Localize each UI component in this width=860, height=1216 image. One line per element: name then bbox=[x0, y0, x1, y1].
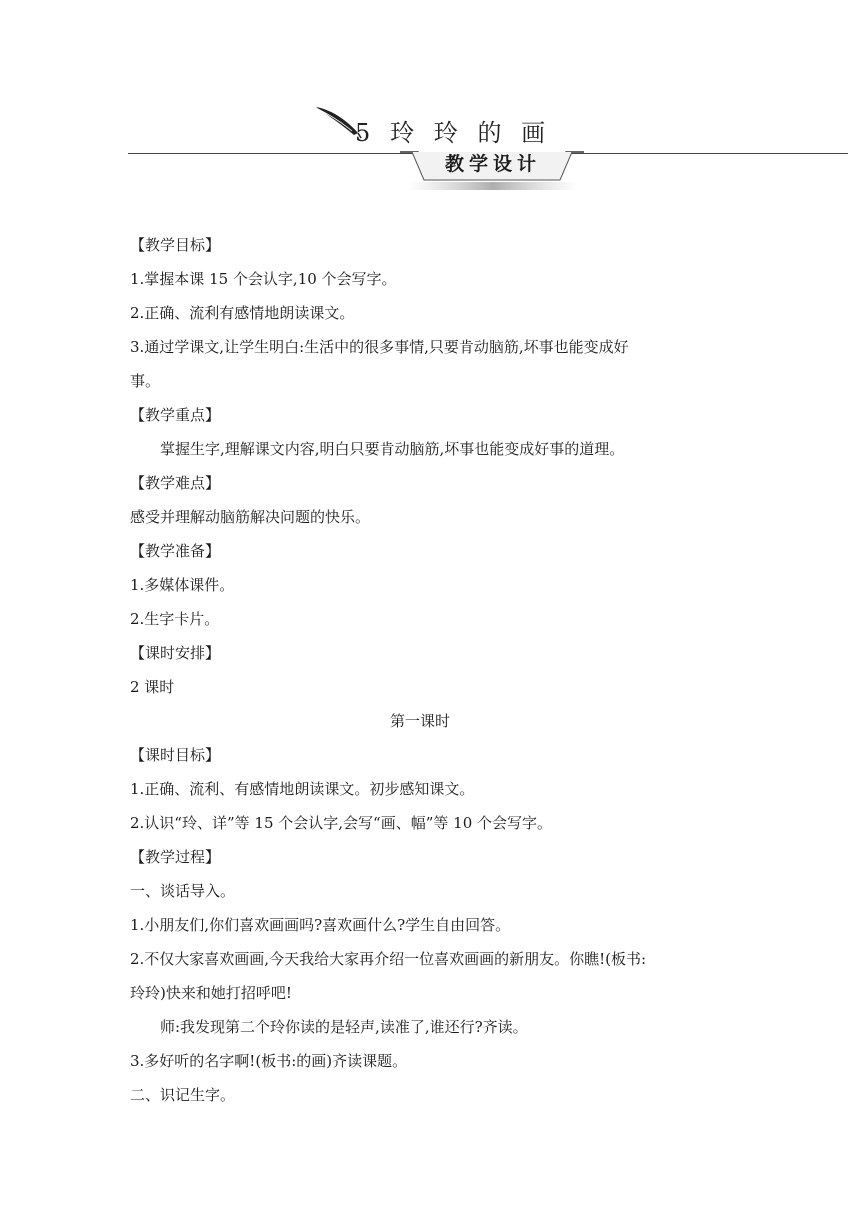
text-line: 1.正确、流利、有感情地朗读课文。初步感知课文。 bbox=[130, 780, 475, 798]
text-line: 1.掌握本课 15 个会认字,10 个会写字。 bbox=[130, 270, 397, 288]
text-line: 一、谈话导入。 bbox=[130, 882, 236, 900]
section-heading-schedule: 【课时安排】 bbox=[130, 644, 221, 662]
section-heading-process: 【教学过程】 bbox=[130, 848, 221, 866]
period-title: 第一课时 bbox=[389, 712, 450, 730]
text-line: 感受并理解动脑筋解决问题的快乐。 bbox=[130, 508, 371, 526]
text-line: 事。 bbox=[130, 372, 161, 390]
document-body bbox=[130, 228, 730, 1112]
text-line: 2.生字卡片。 bbox=[130, 610, 220, 628]
section-heading-key-points: 【教学重点】 bbox=[130, 406, 221, 424]
lesson-title-text: 玲 玲 的 画 bbox=[390, 119, 552, 147]
lesson-title bbox=[355, 113, 551, 148]
text-line: 2.认识“玲、详”等 15 个会认字,会写“画、幅”等 10 个会写字。 bbox=[130, 814, 553, 832]
text-line: 1.多媒体课件。 bbox=[130, 576, 235, 594]
text-line: 1.小朋友们,你们喜欢画画吗?喜欢画什么?学生自由回答。 bbox=[130, 916, 511, 934]
banner-text: 教学设计 bbox=[444, 153, 541, 175]
section-heading-period-objectives: 【课时目标】 bbox=[130, 746, 221, 764]
text-line: 3.多好听的名字啊!(板书:的画)齐读课题。 bbox=[130, 1052, 408, 1070]
lesson-number: 5 bbox=[355, 119, 377, 147]
text-line: 3.通过学课文,让学生明白:生活中的很多事情,只要肯动脑筋,坏事也能变成好 bbox=[130, 338, 629, 356]
section-heading-preparation: 【教学准备】 bbox=[130, 542, 221, 560]
lesson-header bbox=[0, 0, 860, 200]
text-line: 掌握生字,理解课文内容,明白只要肯动脑筋,坏事也能变成好事的道理。 bbox=[160, 440, 625, 458]
text-line: 二、识记生字。 bbox=[130, 1086, 236, 1104]
section-heading-objectives: 【教学目标】 bbox=[130, 236, 221, 254]
text-line: 2.不仅大家喜欢画画,今天我给大家再介绍一位喜欢画画的新朋友。你瞧!(板书: bbox=[130, 950, 647, 968]
section-heading-difficulties: 【教学难点】 bbox=[130, 474, 221, 492]
text-line: 师:我发现第二个玲你读的是轻声,读准了,谁还行?齐读。 bbox=[160, 1018, 528, 1036]
text-line: 玲玲)快来和她打招呼吧! bbox=[130, 984, 292, 1002]
text-line: 2.正确、流利有感情地朗读课文。 bbox=[130, 304, 355, 322]
text-line: 2 课时 bbox=[130, 678, 175, 696]
